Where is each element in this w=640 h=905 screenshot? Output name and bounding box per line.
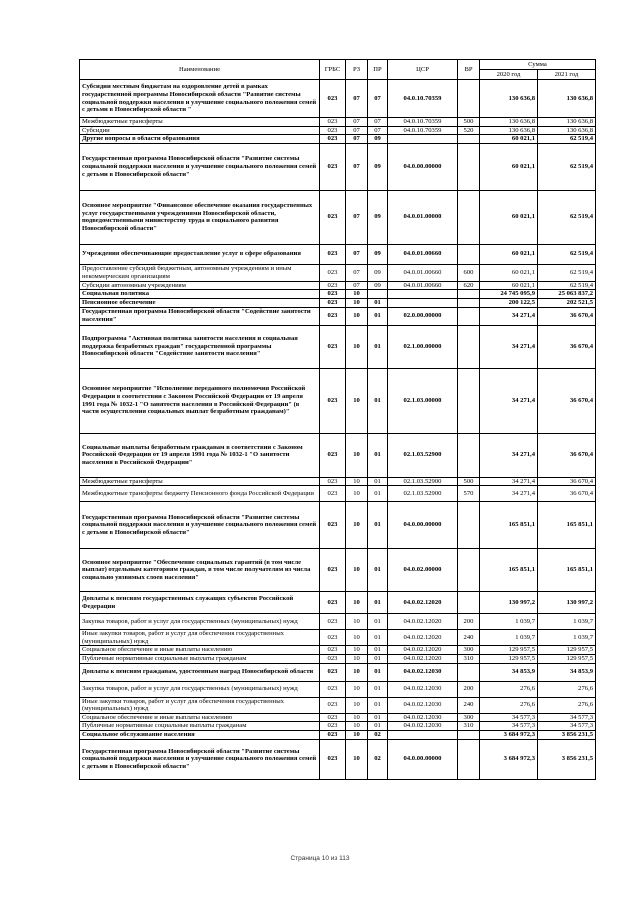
cell-pr: 01	[368, 697, 388, 713]
cell-rz: 07	[346, 281, 368, 290]
cell-rz: 07	[346, 118, 368, 127]
cell-name: Доплаты к пенсиям гражданам, удостоенным наград Новосибирской области	[80, 663, 320, 681]
cell-sum-2021: 62 519,4	[538, 281, 596, 290]
col-header-grbs: ГРБС	[320, 60, 346, 80]
cell-sum-2020: 60 021,1	[480, 281, 538, 290]
cell-csr: 04.0.02.12020	[388, 654, 458, 663]
cell-sum-2021: 34 577,3	[538, 722, 596, 731]
cell-vr	[458, 502, 480, 549]
cell-sum-2021: 62 519,4	[538, 190, 596, 244]
cell-rz: 10	[346, 630, 368, 646]
cell-rz: 07	[346, 190, 368, 244]
cell-name: Закупка товаров, работ и услуг для государственных (муниципальных) нужд	[80, 614, 320, 630]
cell-sum-2020: 34 271,4	[480, 433, 538, 477]
cell-csr: 04.0.02.12030	[388, 663, 458, 681]
cell-pr: 01	[368, 477, 388, 486]
cell-sum-2021: 165 851,1	[538, 549, 596, 592]
cell-grbs: 023	[320, 681, 346, 697]
cell-grbs: 023	[320, 722, 346, 731]
cell-vr	[458, 368, 480, 433]
cell-csr: 04.0.10.70359	[388, 80, 458, 118]
cell-name: Публичные нормативные социальные выплаты гражданам	[80, 654, 320, 663]
cell-sum-2021: 62 519,4	[538, 264, 596, 281]
col-header-name: Наименование	[80, 60, 320, 80]
cell-pr: 01	[368, 433, 388, 477]
cell-name: Социальная политика	[80, 290, 320, 299]
table-row	[80, 739, 596, 779]
cell-sum-2021: 276,6	[538, 697, 596, 713]
cell-name: Государственная программа Новосибирской области "Развитие системы социальной поддержки населения и улучшение социального положения семей с детьми в Новосибирской области"	[80, 502, 320, 549]
col-header-rz: РЗ	[346, 60, 368, 80]
cell-csr: 04.0.02.12020	[388, 592, 458, 614]
page-footer: Страница 10 из 113	[290, 855, 350, 862]
cell-grbs: 023	[320, 244, 346, 264]
cell-grbs: 023	[320, 614, 346, 630]
cell-vr: 600	[458, 264, 480, 281]
table-row	[80, 298, 596, 307]
cell-sum-2020: 3 684 972,3	[480, 739, 538, 779]
table-row	[80, 713, 596, 722]
table-row	[80, 549, 596, 592]
cell-vr: 200	[458, 681, 480, 697]
cell-rz: 10	[346, 739, 368, 779]
cell-rz: 10	[346, 592, 368, 614]
cell-sum-2020: 130 636,8	[480, 118, 538, 127]
cell-sum-2020: 1 039,7	[480, 630, 538, 646]
cell-grbs: 023	[320, 307, 346, 325]
cell-vr	[458, 298, 480, 307]
cell-sum-2020: 34 853,9	[480, 663, 538, 681]
cell-sum-2020: 276,6	[480, 697, 538, 713]
table-row	[80, 477, 596, 486]
cell-name: Субсидии автономным учреждениям	[80, 281, 320, 290]
table-row	[80, 654, 596, 663]
cell-name: Межбюджетные трансферты	[80, 477, 320, 486]
cell-pr: 07	[368, 118, 388, 127]
cell-sum-2021: 25 063 837,2	[538, 290, 596, 299]
cell-vr: 500	[458, 477, 480, 486]
cell-vr: 300	[458, 646, 480, 655]
cell-rz: 10	[346, 290, 368, 299]
cell-csr: 04.0.00.00000	[388, 143, 458, 190]
table-row	[80, 264, 596, 281]
cell-rz: 10	[346, 433, 368, 477]
cell-sum-2021: 3 856 231,5	[538, 730, 596, 739]
cell-csr: 04.0.10.70359	[388, 126, 458, 135]
cell-pr: 01	[368, 630, 388, 646]
cell-sum-2020: 34 271,4	[480, 325, 538, 368]
cell-name: Пенсионное обеспечение	[80, 298, 320, 307]
cell-grbs: 023	[320, 264, 346, 281]
cell-rz: 10	[346, 654, 368, 663]
cell-sum-2020: 3 684 972,3	[480, 730, 538, 739]
cell-rz: 10	[346, 549, 368, 592]
cell-pr	[368, 290, 388, 299]
cell-sum-2020: 130 997,2	[480, 592, 538, 614]
cell-name: Государственная программа Новосибирской области "Развитие системы социальной поддержки населения и улучшение социального положения семей с детьми в Новосибирской области"	[80, 739, 320, 779]
cell-csr: 04.0.02.12020	[388, 646, 458, 655]
cell-pr: 01	[368, 654, 388, 663]
cell-sum-2021: 130 997,2	[538, 592, 596, 614]
cell-rz: 10	[346, 298, 368, 307]
cell-csr: 04.0.01.00660	[388, 281, 458, 290]
cell-name: Иные закупки товаров, работ и услуг для обеспечения государственных (муниципальных) нужд	[80, 697, 320, 713]
cell-vr	[458, 244, 480, 264]
cell-vr	[458, 663, 480, 681]
cell-rz: 07	[346, 80, 368, 118]
cell-vr	[458, 290, 480, 299]
cell-grbs: 023	[320, 630, 346, 646]
cell-name: Иные закупки товаров, работ и услуг для обеспечения государственных (муниципальных) нужд	[80, 630, 320, 646]
cell-csr: 02.1.03.52900	[388, 433, 458, 477]
cell-grbs: 023	[320, 663, 346, 681]
cell-pr: 09	[368, 281, 388, 290]
cell-grbs: 023	[320, 143, 346, 190]
cell-grbs: 023	[320, 190, 346, 244]
cell-name: Социальное обслуживание населения	[80, 730, 320, 739]
cell-csr: 04.0.01.00660	[388, 244, 458, 264]
table-row	[80, 290, 596, 299]
cell-sum-2021: 36 670,4	[538, 486, 596, 502]
cell-pr: 01	[368, 325, 388, 368]
cell-grbs: 023	[320, 80, 346, 118]
cell-sum-2021: 34 853,9	[538, 663, 596, 681]
cell-vr	[458, 143, 480, 190]
cell-sum-2021: 3 856 231,5	[538, 739, 596, 779]
cell-grbs: 023	[320, 486, 346, 502]
cell-rz: 10	[346, 502, 368, 549]
cell-grbs: 023	[320, 298, 346, 307]
cell-grbs: 023	[320, 549, 346, 592]
col-header-vr: ВР	[458, 60, 480, 80]
cell-pr: 02	[368, 730, 388, 739]
cell-sum-2020: 24 745 095,9	[480, 290, 538, 299]
cell-sum-2020: 34 271,4	[480, 486, 538, 502]
cell-rz: 10	[346, 722, 368, 731]
cell-pr: 01	[368, 307, 388, 325]
cell-name: Учреждения обеспечивающие предоставление услуг в сфере образования	[80, 244, 320, 264]
col-header-2021: 2021 год	[538, 70, 596, 80]
cell-name: Социальное обеспечение и иные выплаты населению	[80, 646, 320, 655]
cell-sum-2021: 34 577,3	[538, 713, 596, 722]
cell-vr: 620	[458, 281, 480, 290]
table-row	[80, 307, 596, 325]
cell-pr: 01	[368, 722, 388, 731]
table-row	[80, 135, 596, 144]
cell-sum-2020: 34 577,3	[480, 713, 538, 722]
cell-vr: 310	[458, 722, 480, 731]
cell-csr: 04.0.02.12030	[388, 722, 458, 731]
cell-pr: 09	[368, 135, 388, 144]
cell-grbs: 023	[320, 290, 346, 299]
table-row	[80, 80, 596, 118]
cell-vr	[458, 325, 480, 368]
cell-grbs: 023	[320, 281, 346, 290]
table-row	[80, 118, 596, 127]
cell-name: Основное мероприятие "Обеспечение социальных гарантий (в том числе выплат) отдельным категориям граждан, в том числе получателям из числа социально уязвимых слоев населения"	[80, 549, 320, 592]
cell-sum-2021: 36 670,4	[538, 477, 596, 486]
cell-csr: 04.0.02.12030	[388, 697, 458, 713]
cell-vr: 570	[458, 486, 480, 502]
cell-vr	[458, 730, 480, 739]
cell-grbs: 023	[320, 502, 346, 549]
table-row	[80, 663, 596, 681]
cell-pr: 01	[368, 502, 388, 549]
cell-vr	[458, 80, 480, 118]
cell-rz: 10	[346, 681, 368, 697]
cell-sum-2021: 130 636,8	[538, 80, 596, 118]
cell-pr: 01	[368, 681, 388, 697]
table-row	[80, 614, 596, 630]
table-row	[80, 368, 596, 433]
cell-vr: 500	[458, 118, 480, 127]
cell-pr: 01	[368, 663, 388, 681]
cell-pr: 01	[368, 368, 388, 433]
cell-grbs: 023	[320, 368, 346, 433]
cell-rz: 07	[346, 143, 368, 190]
col-header-sum: Сумма	[480, 60, 596, 70]
cell-sum-2021: 36 670,4	[538, 368, 596, 433]
cell-name: Социальное обеспечение и иные выплаты населению	[80, 713, 320, 722]
cell-sum-2020: 60 021,1	[480, 135, 538, 144]
table-row	[80, 143, 596, 190]
cell-csr: 02.0.00.00000	[388, 307, 458, 325]
cell-name: Субсидии местным бюджетам на оздоровление детей в рамках государственной программы Новосибирской области "Развитие системы социальной поддержки населения и улучшение социального положения семей с детьми в Новосибирской области "	[80, 80, 320, 118]
cell-vr: 200	[458, 614, 480, 630]
cell-rz: 10	[346, 730, 368, 739]
cell-sum-2021: 202 521,5	[538, 298, 596, 307]
cell-vr: 310	[458, 654, 480, 663]
cell-name: Межбюджетные трансферты бюджету Пенсионного фонда Российской Федерации	[80, 486, 320, 502]
cell-grbs: 023	[320, 697, 346, 713]
cell-sum-2020: 129 957,5	[480, 646, 538, 655]
cell-pr: 01	[368, 713, 388, 722]
cell-sum-2021: 1 039,7	[538, 630, 596, 646]
cell-pr: 09	[368, 143, 388, 190]
col-header-pr: ПР	[368, 60, 388, 80]
cell-rz: 10	[346, 368, 368, 433]
cell-name: Государственная программа Новосибирской области "Развитие системы социальной поддержки населения и улучшение социального положения семей с детьми в Новосибирской области"	[80, 143, 320, 190]
cell-csr: 02.1.00.00000	[388, 325, 458, 368]
cell-pr: 01	[368, 614, 388, 630]
table-row	[80, 325, 596, 368]
table-row	[80, 281, 596, 290]
cell-rz: 10	[346, 646, 368, 655]
cell-sum-2020: 34 271,4	[480, 307, 538, 325]
table-row	[80, 486, 596, 502]
table-row	[80, 697, 596, 713]
cell-pr: 01	[368, 646, 388, 655]
cell-rz: 07	[346, 244, 368, 264]
cell-pr: 01	[368, 549, 388, 592]
cell-rz: 10	[346, 697, 368, 713]
table-row	[80, 646, 596, 655]
cell-sum-2021: 130 636,8	[538, 126, 596, 135]
cell-sum-2020: 129 957,5	[480, 654, 538, 663]
cell-rz: 07	[346, 126, 368, 135]
cell-name: Закупка товаров, работ и услуг для государственных (муниципальных) нужд	[80, 681, 320, 697]
table-row	[80, 502, 596, 549]
cell-sum-2020: 34 577,3	[480, 722, 538, 731]
cell-rz: 07	[346, 264, 368, 281]
cell-vr	[458, 307, 480, 325]
cell-rz: 10	[346, 614, 368, 630]
cell-pr: 01	[368, 486, 388, 502]
cell-grbs: 023	[320, 118, 346, 127]
cell-csr	[388, 135, 458, 144]
cell-vr	[458, 592, 480, 614]
cell-grbs: 023	[320, 592, 346, 614]
cell-vr: 240	[458, 630, 480, 646]
cell-sum-2021: 62 519,4	[538, 244, 596, 264]
cell-rz: 10	[346, 713, 368, 722]
cell-vr: 520	[458, 126, 480, 135]
cell-grbs: 023	[320, 126, 346, 135]
cell-vr: 240	[458, 697, 480, 713]
cell-pr: 01	[368, 298, 388, 307]
cell-pr: 09	[368, 190, 388, 244]
cell-pr: 01	[368, 592, 388, 614]
cell-sum-2020: 60 021,1	[480, 264, 538, 281]
cell-csr: 04.0.02.12020	[388, 630, 458, 646]
cell-csr: 04.0.01.00660	[388, 264, 458, 281]
cell-rz: 10	[346, 307, 368, 325]
cell-name: Социальные выплаты безработным гражданам в соответствии с Законом Российской Федерации от 19 апреля 1991 года № 1032-1 "О занятости населения в Российской Федерации"	[80, 433, 320, 477]
cell-csr: 04.0.02.12030	[388, 713, 458, 722]
cell-name: Другие вопросы в области образования	[80, 135, 320, 144]
cell-sum-2020: 60 021,1	[480, 143, 538, 190]
cell-pr: 07	[368, 80, 388, 118]
table-row	[80, 730, 596, 739]
cell-vr	[458, 549, 480, 592]
cell-csr	[388, 730, 458, 739]
cell-sum-2020: 60 021,1	[480, 244, 538, 264]
cell-sum-2021: 129 957,5	[538, 646, 596, 655]
cell-grbs: 023	[320, 433, 346, 477]
cell-sum-2020: 130 636,8	[480, 126, 538, 135]
cell-sum-2020: 60 021,1	[480, 190, 538, 244]
cell-csr	[388, 290, 458, 299]
cell-pr: 09	[368, 244, 388, 264]
cell-sum-2021: 130 636,8	[538, 118, 596, 127]
cell-rz: 10	[346, 663, 368, 681]
cell-grbs: 023	[320, 135, 346, 144]
cell-csr: 04.0.02.12020	[388, 614, 458, 630]
cell-name: Основное мероприятие "Финансовое обеспечение оказания государственных услуг государственными учреждениями Новосибирской области, подведомственными министерству труда и социального развития Новосибирской области"	[80, 190, 320, 244]
cell-sum-2021: 1 039,7	[538, 614, 596, 630]
cell-csr: 04.0.01.00000	[388, 190, 458, 244]
cell-sum-2020: 130 636,8	[480, 80, 538, 118]
cell-rz: 10	[346, 325, 368, 368]
cell-sum-2021: 165 851,1	[538, 502, 596, 549]
cell-pr: 02	[368, 739, 388, 779]
cell-sum-2021: 62 519,4	[538, 135, 596, 144]
cell-name: Подпрограмма "Активная политика занятости населения и социальная поддержка безработных граждан" государственной программы Новосибирской области "Содействие занятости населения"	[80, 325, 320, 368]
table-row	[80, 630, 596, 646]
cell-sum-2020: 34 271,4	[480, 368, 538, 433]
cell-name: Доплаты к пенсиям государственных служащих субъектов Российской Федерации	[80, 592, 320, 614]
cell-rz: 10	[346, 477, 368, 486]
cell-csr: 02.1.03.00000	[388, 368, 458, 433]
table-row	[80, 433, 596, 477]
cell-sum-2021: 129 957,5	[538, 654, 596, 663]
col-header-csr: ЦСР	[388, 60, 458, 80]
cell-grbs: 023	[320, 739, 346, 779]
cell-sum-2020: 165 851,1	[480, 549, 538, 592]
table-body	[80, 80, 596, 780]
cell-grbs: 023	[320, 713, 346, 722]
cell-name: Субсидии	[80, 126, 320, 135]
table-row	[80, 722, 596, 731]
cell-sum-2020: 34 271,4	[480, 477, 538, 486]
cell-csr: 02.1.03.52900	[388, 486, 458, 502]
cell-grbs: 023	[320, 325, 346, 368]
cell-name: Основное мероприятие "Исполнение переданного полномочия Российской Федерации в соответствии с Законом Российской Федерации от 19 апреля 1991 года № 1032-1 "О занятости населения в Российской Федерации" (в части осуществления социальных выплат безработным гражданам)"	[80, 368, 320, 433]
cell-name: Предоставление субсидий бюджетным, автономным учреждениям и иным некоммерческим организациям	[80, 264, 320, 281]
cell-name: Государственная программа Новосибирской области "Содействие занятости населения"	[80, 307, 320, 325]
cell-csr: 04.0.02.00000	[388, 549, 458, 592]
cell-rz: 07	[346, 135, 368, 144]
cell-vr	[458, 190, 480, 244]
cell-pr: 07	[368, 126, 388, 135]
table-row	[80, 190, 596, 244]
cell-sum-2021: 276,6	[538, 681, 596, 697]
cell-rz: 10	[346, 486, 368, 502]
cell-name: Межбюджетные трансферты	[80, 118, 320, 127]
cell-sum-2020: 200 122,5	[480, 298, 538, 307]
col-header-2020: 2020 год	[480, 70, 538, 80]
table-row	[80, 126, 596, 135]
cell-vr: 300	[458, 713, 480, 722]
table-row	[80, 681, 596, 697]
cell-csr: 04.0.10.70359	[388, 118, 458, 127]
cell-csr: 04.0.02.12030	[388, 681, 458, 697]
table-row	[80, 592, 596, 614]
cell-sum-2021: 62 519,4	[538, 143, 596, 190]
cell-grbs: 023	[320, 654, 346, 663]
budget-table	[79, 59, 596, 780]
cell-sum-2021: 36 670,4	[538, 307, 596, 325]
cell-sum-2020: 1 039,7	[480, 614, 538, 630]
cell-sum-2021: 36 670,4	[538, 325, 596, 368]
cell-name: Публичные нормативные социальные выплаты гражданам	[80, 722, 320, 731]
cell-vr	[458, 135, 480, 144]
cell-pr: 09	[368, 264, 388, 281]
table-row	[80, 244, 596, 264]
cell-csr: 04.0.00.00000	[388, 739, 458, 779]
cell-grbs: 023	[320, 477, 346, 486]
cell-grbs: 023	[320, 646, 346, 655]
cell-grbs: 023	[320, 730, 346, 739]
cell-vr	[458, 433, 480, 477]
cell-vr	[458, 739, 480, 779]
cell-csr	[388, 298, 458, 307]
cell-csr: 04.0.00.00000	[388, 502, 458, 549]
cell-csr: 02.1.03.52900	[388, 477, 458, 486]
cell-sum-2021: 36 670,4	[538, 433, 596, 477]
cell-sum-2020: 165 851,1	[480, 502, 538, 549]
cell-sum-2020: 276,6	[480, 681, 538, 697]
